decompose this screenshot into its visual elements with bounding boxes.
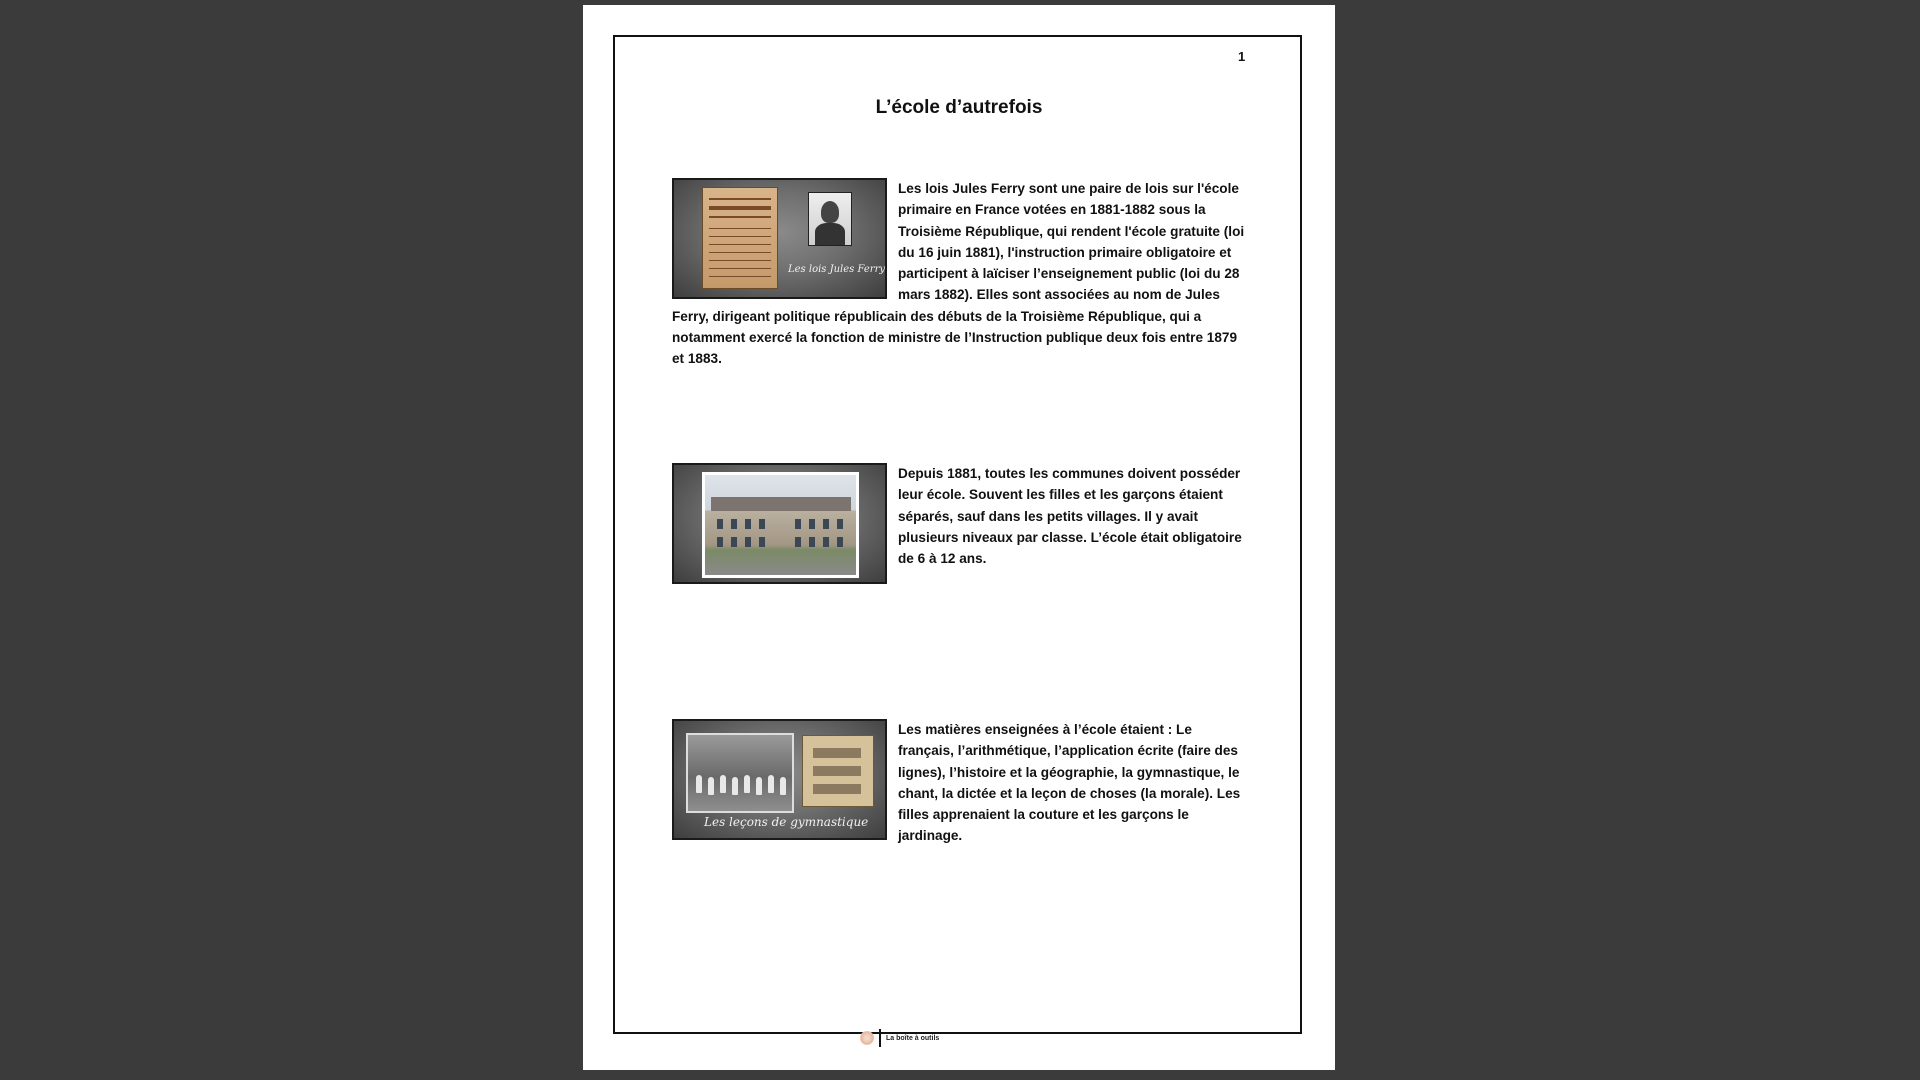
paper-illustration — [802, 735, 874, 807]
poster-illustration — [702, 187, 778, 289]
gymnastics-image — [672, 719, 887, 840]
section-matieres — [672, 719, 1247, 847]
section-text: Depuis 1881, toutes les communes doivent posséder leur école. Souvent les filles et les garçons étaient séparés, sauf dans les petits villages. Il y avait plusieurs niveaux par classe. L’école était obligatoire de 6 à 12 ans. — [898, 466, 1242, 567]
footer-logo — [860, 1029, 939, 1047]
portrait-illustration — [808, 192, 852, 246]
section-jules-ferry — [672, 178, 1247, 370]
document-page — [583, 5, 1335, 1070]
school-building-image — [672, 463, 887, 584]
page-title: L’école d’autrefois — [875, 97, 1043, 118]
page-number: 1 — [1238, 49, 1246, 64]
section-text: Les lois Jules Ferry sont une paire de lois sur l'école primaire en France votées en 1881-1882 sous la Troisième République, qui rendent l'école gratuite (loi du 16 juin 1881), l'instruction primaire obligatoire et participent à laïciser l’enseignement public (loi du 28 mars 1882). Elles sont associées au nom de Jules Ferry, dirigeant politique républicain des débuts de la Troisième République, qui a notamment exercé la fonction de ministre de l’Instruction publique deux fois entre 1879 et 1883. — [672, 181, 1245, 367]
section-text: Les matières enseignées à l’école étaient : Le français, l’arithmétique, l’application écrite (faire des lignes), l’histoire et la géographie, la gymnastique, le chant, la dictée et la leçon de choses (la morale). Les filles apprenaient la couture et les garçons le jardinage. — [898, 722, 1241, 844]
school-photo — [702, 472, 859, 578]
flower-icon — [860, 1031, 874, 1045]
gymnastics-photo — [686, 733, 794, 813]
section-communes — [672, 463, 1247, 586]
divider — [879, 1029, 881, 1047]
image-caption: Les lois Jules Ferry — [788, 264, 885, 275]
brand-name: La boîte à outils — [886, 1034, 940, 1042]
image-caption: Les leçons de gymnastique — [704, 815, 869, 829]
jules-ferry-image — [672, 178, 887, 299]
